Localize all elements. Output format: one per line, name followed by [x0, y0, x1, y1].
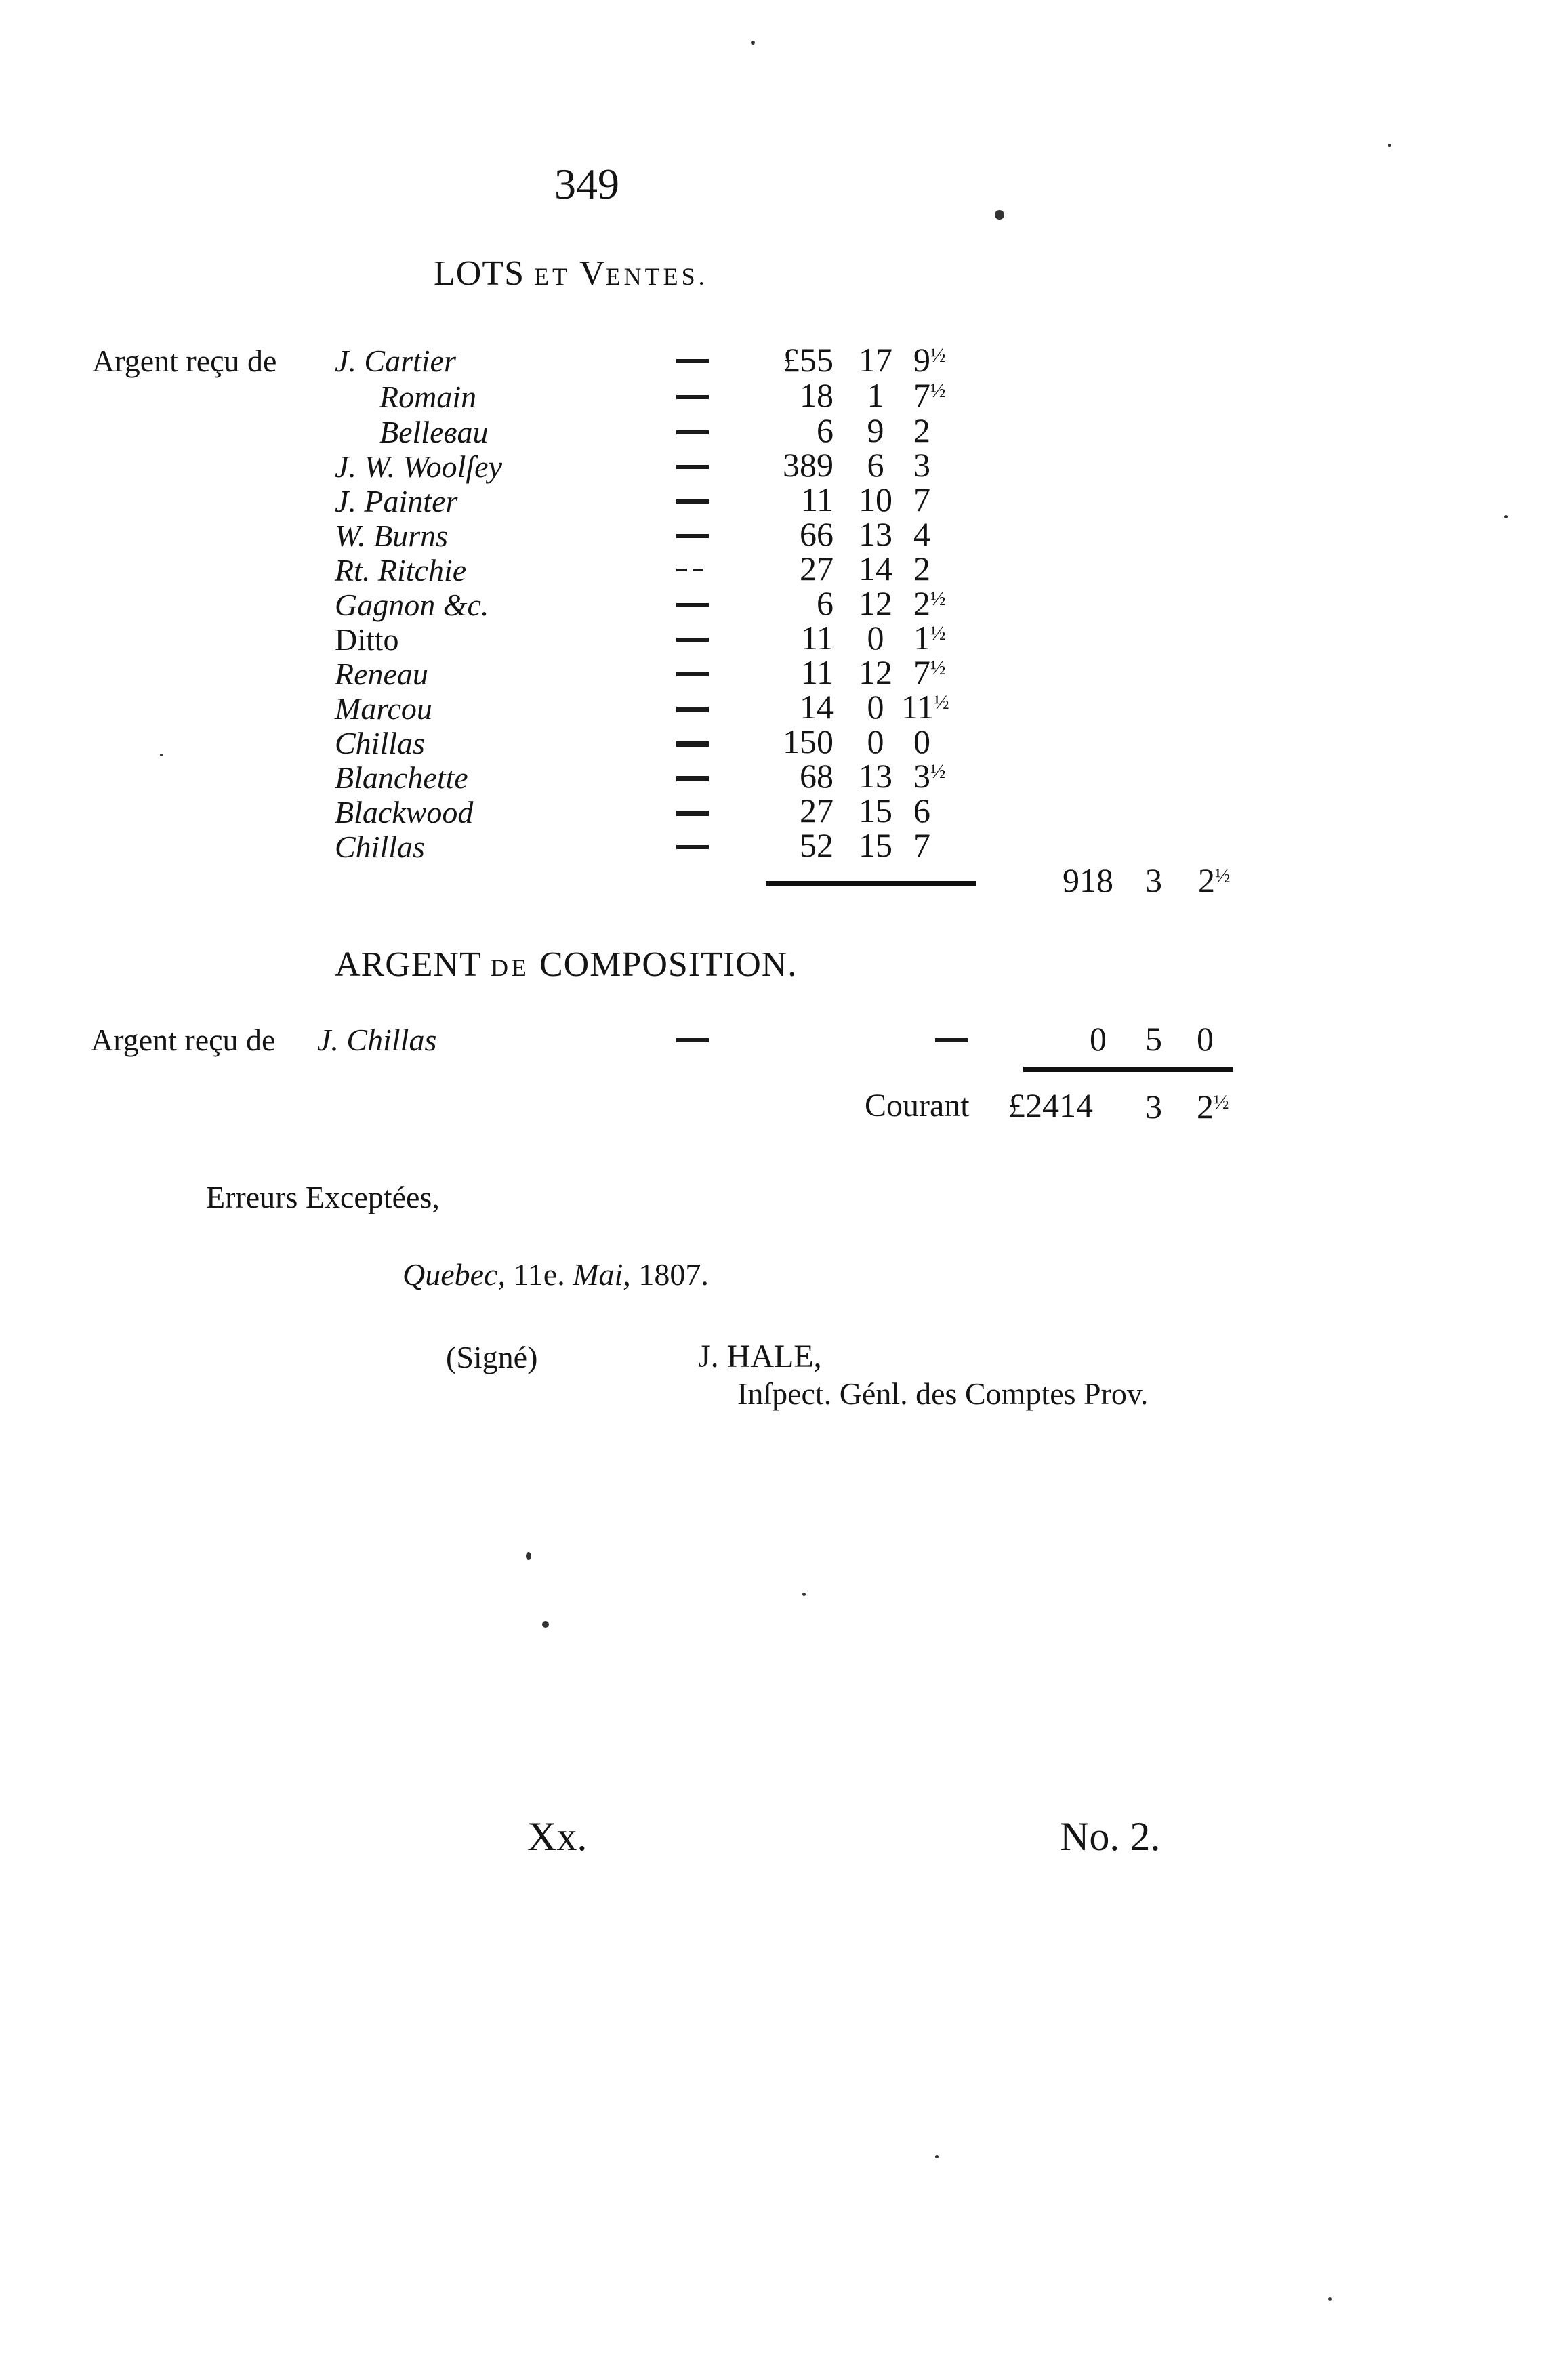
dash-separator [676, 741, 709, 747]
composition-shillings: 5 [1145, 1020, 1162, 1058]
dash-separator [676, 672, 709, 676]
grand-total-rule [1023, 1067, 1233, 1072]
signed-label: (Signé) [446, 1340, 538, 1374]
dash-separator [935, 1038, 968, 1042]
amount-pence: $7^{\frac{1}{2}}$ [913, 653, 946, 691]
speck [160, 754, 163, 756]
title-ventes-rest: ENTES. [605, 263, 708, 290]
total-shillings: 3 [1145, 861, 1162, 899]
amount-pence: 3 [913, 446, 930, 484]
document-number: No. 2. [1060, 1814, 1161, 1859]
courant-pence: $2^{\frac{1}{2}}$ [1197, 1088, 1229, 1126]
title-de: DE [490, 954, 530, 981]
speck [1328, 2297, 1332, 2301]
amount-pence: $7^{\frac{1}{2}}$ [913, 376, 946, 414]
row-name: Rt. Ritchie [335, 553, 467, 588]
courant-shillings: 3 [1145, 1088, 1162, 1126]
signer-name: J. HALE, [698, 1338, 822, 1374]
amount-shillings: 15 [859, 792, 892, 829]
amount-pounds: 150 [783, 722, 834, 760]
title-ventes-cap: V [579, 254, 606, 293]
amount-shillings: 0 [867, 688, 884, 726]
amount-pence: $2^{\frac{1}{2}}$ [913, 584, 946, 622]
row-name: Gagnon &c. [335, 588, 489, 622]
speck [751, 41, 755, 45]
sum-rule [766, 881, 976, 886]
dash-separator [676, 534, 709, 538]
amount-shillings: 9 [867, 411, 884, 449]
dash-separator [676, 395, 709, 399]
amount-shillings: 12 [859, 653, 892, 691]
dash-separator [676, 1038, 709, 1042]
title-composition: COMPOSITION. [539, 945, 798, 984]
year: 1807. [638, 1257, 709, 1292]
title-et: ET [534, 263, 571, 290]
row-name: Belleвau [379, 415, 489, 449]
title-lots: LOTS [434, 254, 524, 293]
title-argent: ARGENT [335, 945, 481, 984]
signer-title: Inſpect. Génl. des Comptes Prov. [737, 1376, 1149, 1411]
amount-pounds: 18 [800, 376, 834, 414]
composition-pounds: 0 [1090, 1020, 1107, 1058]
amount-pounds: 27 [800, 792, 834, 829]
dash-separator [676, 845, 709, 849]
amount-shillings: 6 [867, 446, 884, 484]
day: 11e. [513, 1257, 565, 1292]
row-name: Blackwood [335, 795, 474, 829]
speck [1504, 515, 1508, 518]
amount-pence: 6 [913, 792, 930, 829]
amount-pence: $1^{\frac{1}{2}}$ [913, 619, 946, 657]
amount-pounds: 14 [800, 688, 834, 726]
amount-shillings: 17 [859, 341, 892, 379]
amount-pence: $9^{\frac{1}{2}}$ [913, 341, 946, 379]
amount-shillings: 10 [859, 480, 892, 518]
row-name: Chillas [335, 829, 425, 864]
amount-pounds: 6 [817, 584, 834, 622]
amount-shillings: 13 [859, 515, 892, 553]
courant-pounds: £2414 [1008, 1086, 1093, 1124]
dash-separator [676, 603, 709, 607]
page-number: 349 [554, 160, 619, 208]
amount-shillings: 0 [867, 619, 884, 657]
row-name: J. W. Woolſey [335, 449, 503, 484]
amount-pence: 7 [913, 826, 930, 864]
amount-pounds: 68 [800, 757, 834, 795]
amount-pence: 4 [913, 515, 930, 553]
month: Mai, [573, 1257, 631, 1292]
composition-received-from: Argent reçu de [91, 1023, 276, 1057]
amount-pounds: 11 [800, 480, 834, 518]
amount-pounds: 11 [800, 619, 834, 657]
amount-pounds: 27 [800, 550, 834, 588]
place: Quebec, [403, 1257, 506, 1292]
composition-section-title [335, 947, 797, 983]
row-name: Marcou [335, 691, 432, 726]
amount-shillings: 15 [859, 826, 892, 864]
row-name: Romain [379, 379, 477, 414]
signature-mark: Xx. [527, 1814, 588, 1859]
dash-separator [676, 499, 709, 504]
dash-separator [676, 638, 709, 642]
amount-shillings: 12 [859, 584, 892, 622]
speck [542, 1621, 549, 1628]
dash-separator [676, 430, 709, 434]
lots-section-title [434, 256, 708, 291]
lots-received-from: Argent reçu de [92, 344, 277, 378]
dash-separator [676, 707, 709, 712]
total-pounds: 918 [1063, 861, 1113, 899]
row-name: J. Cartier [335, 344, 456, 378]
amount-pence: 7 [913, 480, 930, 518]
total-pence: $2^{\frac{1}{2}}$ [1198, 861, 1231, 899]
amount-pence: 0 [913, 722, 930, 760]
amount-shillings: 1 [867, 376, 884, 414]
courant-label: Courant [865, 1088, 970, 1124]
composition-pence: 0 [1197, 1020, 1214, 1058]
amount-pounds: 52 [800, 826, 834, 864]
dash-separator [676, 776, 709, 781]
place-date [403, 1259, 709, 1290]
dash-separator [676, 569, 703, 571]
amount-pounds: 11 [800, 653, 834, 691]
amount-pounds: £55 [783, 341, 834, 379]
dash-separator [676, 359, 709, 363]
row-name: J. Painter [335, 484, 458, 518]
amount-pence: 2 [913, 550, 930, 588]
speck [802, 1593, 806, 1596]
amount-pounds: 66 [800, 515, 834, 553]
amount-shillings: 0 [867, 722, 884, 760]
speck [526, 1552, 531, 1560]
dash-separator [676, 465, 709, 469]
amount-pounds: 389 [783, 446, 834, 484]
amount-pence: $3^{\frac{1}{2}}$ [913, 757, 946, 795]
amount-pence: 2 [913, 411, 930, 449]
errors-excepted: Erreurs Exceptées, [206, 1180, 440, 1214]
speck [935, 2155, 939, 2158]
row-name: Chillas [335, 726, 425, 760]
speck [1388, 144, 1391, 147]
dash-separator [676, 811, 709, 816]
speck [995, 210, 1004, 220]
row-name: Blanchette [335, 760, 468, 795]
row-name: W. Burns [335, 518, 448, 553]
row-name: Ditto [335, 622, 399, 657]
amount-pounds: 6 [817, 411, 834, 449]
amount-shillings: 14 [859, 550, 892, 588]
amount-pence: $11^{\frac{1}{2}}$ [901, 688, 949, 726]
amount-shillings: 13 [859, 757, 892, 795]
composition-name: J. Chillas [317, 1023, 437, 1057]
row-name: Reneau [335, 657, 428, 691]
